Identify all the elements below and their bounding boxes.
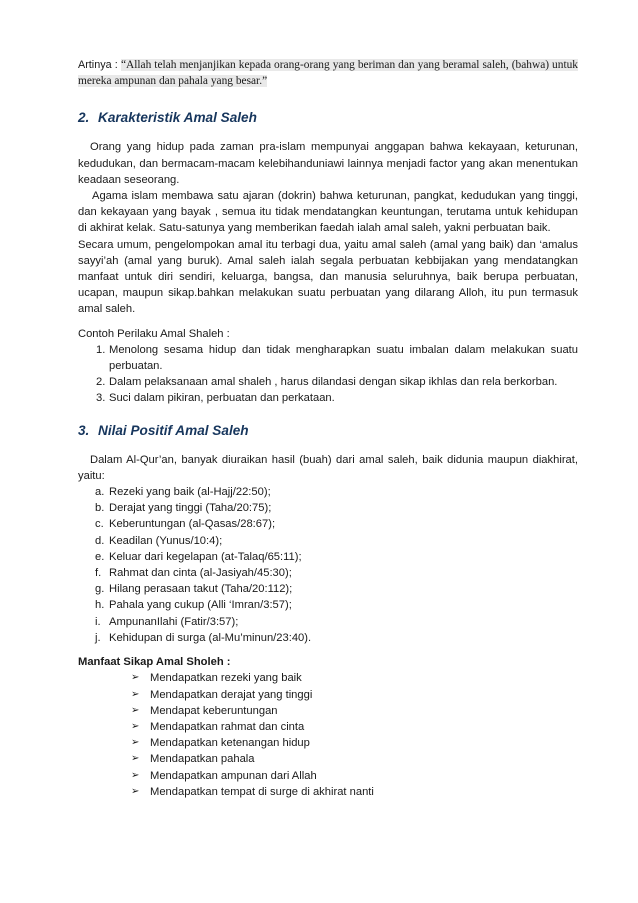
list-item-text: Menolong sesama hidup dan tidak mengharapkan suatu imbalan dalam melakukan suatu perbuatan.	[109, 343, 578, 373]
list-item	[78, 614, 578, 630]
list-marker: f.	[95, 567, 102, 580]
section-2-number: 2.	[78, 110, 90, 126]
list-item-text: Keberuntungan (al-Qasas/28:67);	[109, 518, 276, 531]
artinya-label: Artinya :	[78, 59, 121, 71]
section-3-title: Nilai Positif Amal Saleh	[98, 422, 249, 438]
section-2-paragraph-1: Orang yang hidup pada zaman pra-islam mempunyai anggapan bahwa kekayaan, keturunan, kedudukan, dan bermacam-macam kelebihanduniawi lainnya menjadi factor yang akan menentukan keadaan seseorang.	[78, 141, 578, 186]
list-item-text: Mendapatkan derajat yang tinggi	[150, 688, 313, 701]
list-item	[78, 768, 578, 784]
list-marker: e.	[95, 550, 105, 563]
section-2-paragraph-3: Secara umum, pengelompokan amal itu terbagi dua, yaitu amal saleh (amal yang baik) dan ‘amalus sayyi’ah (amal yang buruk). Amal saleh ialah segala perbuatan kebbijakan yang mendatangkan manfaat untuk diri sendiri, keluarga, bangsa, dan manusia seluruhnya, baik berupa perbuatan, ucapan, maupun sikap.bahkan melakukan suatu perbuatan yang dilarang Alloh, itu pun termasuk amal saleh.	[78, 238, 578, 316]
list-item	[78, 703, 578, 719]
list-item	[78, 784, 578, 800]
arrow-bullet-icon: ➢	[131, 785, 140, 797]
arrow-bullet-icon: ➢	[131, 688, 140, 700]
arrow-bullet-icon: ➢	[131, 737, 140, 749]
list-item-text: Keadilan (Yunus/10:4);	[109, 534, 223, 547]
list-item-text: Mendapatkan rahmat dan cinta	[150, 720, 305, 733]
section-3-intro: Dalam Al-Qur’an, banyak diuraikan hasil (buah) dari amal saleh, baik didunia maupun diakhirat, yaitu:	[78, 453, 578, 482]
list-marker: h.	[95, 599, 105, 612]
list-item	[78, 687, 578, 703]
list-marker: b.	[95, 502, 105, 515]
artinya-paragraph	[78, 56, 578, 90]
list-item	[78, 581, 578, 597]
section-2-title: Karakteristik Amal Saleh	[98, 110, 257, 126]
list-item	[78, 516, 578, 532]
list-item-text: Mendapatkan rezeki yang baik	[150, 672, 302, 685]
contoh-list	[78, 342, 578, 407]
list-item-text: Rahmat dan cinta (al-Jasiyah/45:30);	[109, 567, 292, 580]
manfaat-label: Manfaat Sikap Amal Sholeh :	[78, 656, 231, 669]
list-item	[78, 500, 578, 516]
list-item	[78, 374, 578, 390]
list-item-text: AmpunanIlahi (Fatir/3:57);	[109, 615, 239, 628]
list-item-text: Kehidupan di surga (al-Mu’minun/23:40).	[109, 631, 312, 644]
list-item	[78, 390, 578, 406]
list-item-text: Derajat yang tinggi (Taha/20:75);	[109, 502, 272, 515]
list-item-text: Dalam pelaksanaan amal shaleh , harus dilandasi dengan sikap ikhlas dan rela berkorban.	[109, 376, 558, 389]
arrow-bullet-icon: ➢	[131, 704, 140, 716]
list-item	[78, 630, 578, 646]
list-marker: j.	[95, 631, 101, 644]
list-item-text: Mendapatkan tempat di surge di akhirat nanti	[150, 785, 374, 798]
list-item-text: Pahala yang cukup (Alli ‘Imran/3:57);	[109, 599, 292, 612]
manfaat-list	[78, 670, 578, 800]
nilai-list	[78, 484, 578, 646]
list-item	[78, 549, 578, 565]
list-item	[78, 565, 578, 581]
list-marker: g.	[95, 583, 105, 596]
list-item-text: Hilang perasaan takut (Taha/20:112);	[109, 583, 293, 596]
arrow-bullet-icon: ➢	[131, 672, 140, 684]
arrow-bullet-icon: ➢	[131, 769, 140, 781]
contoh-label: Contoh Perilaku Amal Shaleh :	[78, 327, 230, 340]
list-item	[78, 719, 578, 735]
artinya-quote: “Allah telah menjanjikan kepada orang-orang yang beriman dan yang beramal saleh, (bahwa) untuk mereka ampunan dan pahala yang besar.”	[78, 59, 578, 88]
section-2-heading	[78, 109, 578, 127]
list-marker: 3.	[96, 392, 106, 405]
list-marker: d.	[95, 534, 105, 547]
list-item-text: Mendapat keberuntungan	[150, 704, 278, 717]
list-marker: c.	[95, 518, 104, 531]
list-item	[78, 597, 578, 613]
arrow-bullet-icon: ➢	[131, 753, 140, 765]
section-2-paragraph-2: Agama islam membawa satu ajaran (dokrin) bahwa keturunan, pangkat, kedudukan yang tinggi, dan kekayaan yang bayak , semua itu tidak mendatangkan keuntungan, terutama untuk kehidupan di akhirat kelak. Satu-satunya yang memberikan faedah ialah amal saleh, yakni perbuatan baik.	[78, 190, 578, 235]
list-item	[78, 670, 578, 686]
list-marker: i.	[95, 615, 101, 628]
list-item	[78, 533, 578, 549]
list-item-text: Rezeki yang baik (al-Hajj/22:50);	[109, 486, 271, 499]
list-item-text: Suci dalam pikiran, perbuatan dan perkataan.	[109, 392, 335, 405]
document-page	[78, 56, 578, 800]
list-marker: a.	[95, 486, 105, 499]
section-3-heading	[78, 422, 578, 440]
list-item-text: Keluar dari kegelapan (at-Talaq/65:11);	[109, 550, 302, 563]
arrow-bullet-icon: ➢	[131, 720, 140, 732]
list-item-text: Mendapatkan ampunan dari Allah	[150, 769, 317, 782]
section-3-number: 3.	[78, 422, 90, 438]
list-marker: 2.	[96, 376, 106, 389]
list-item	[78, 735, 578, 751]
list-item-text: Mendapatkan ketenangan hidup	[150, 737, 310, 750]
list-item	[78, 342, 578, 374]
list-item-text: Mendapatkan pahala	[150, 753, 255, 766]
list-item	[78, 484, 578, 500]
list-marker: 1.	[96, 343, 106, 356]
list-item	[78, 751, 578, 767]
